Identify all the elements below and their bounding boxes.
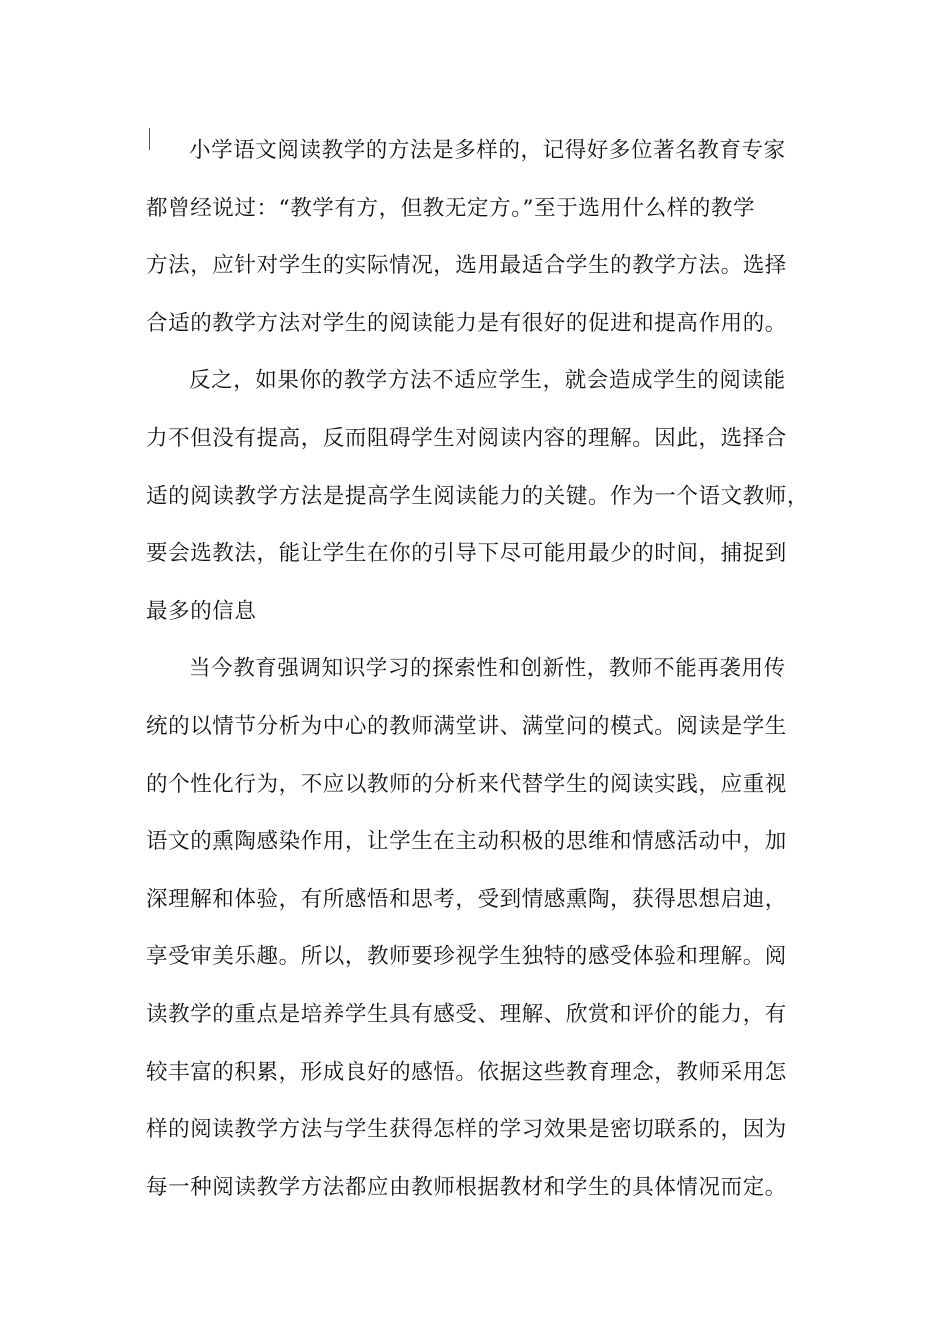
paragraph-2 <box>146 352 810 640</box>
paragraph-line: 力不但没有提高，反而阻碍学生对阅读内容的理解。因此，选择合 <box>146 425 787 451</box>
paragraph-line: 较丰富的积累，形成良好的感悟。依据这些教育理念，教师采用怎 <box>146 1059 787 1085</box>
paragraph-line: 语文的熏陶感染作用，让学生在主动积极的思维和情感活动中，加 <box>146 829 787 855</box>
paragraph-3 <box>146 640 806 1216</box>
document-body <box>146 122 810 1216</box>
paragraph-line: 要会选教法，能让学生在你的引导下尽可能用最少的时间，捕捉到 <box>146 541 787 567</box>
paragraph-line: 深理解和体验，有所感悟和思考，受到情感熏陶，获得思想启迪， <box>146 886 787 912</box>
paragraph-1 <box>146 122 806 352</box>
paragraph-line: 统的以情节分析为中心的教师满堂讲、满堂问的模式。阅读是学生 <box>146 713 787 739</box>
paragraph-line: 都曾经说过：“教学有方，但教无定方。”至于选用什么样的教学 <box>146 195 756 221</box>
paragraph-line: 当今教育强调知识学习的探索性和创新性，教师不能再袭用传 <box>189 656 786 682</box>
paragraph-line: 样的阅读教学方法与学生获得怎样的学习效果是密切联系的，因为 <box>146 1117 787 1143</box>
paragraph-line: 方法，应针对学生的实际情况，选用最适合学生的教学方法。选择 <box>146 253 787 279</box>
paragraph-line: 合适的教学方法对学生的阅读能力是有很好的促进和提高作用的。 <box>146 310 787 336</box>
paragraph-line: 读教学的重点是培养学生具有感受、理解、欣赏和评价的能力，有 <box>146 1001 787 1027</box>
paragraph-line: 每一种阅读教学方法都应由教师根据教材和学生的具体情况而定。 <box>146 1174 787 1200</box>
paragraph-line: 最多的信息 <box>146 598 257 624</box>
paragraph-line: 小学语文阅读教学的方法是多样的，记得好多位著名教育专家 <box>189 138 786 163</box>
paragraph-line: 的个性化行为，不应以教师的分析来代替学生的阅读实践，应重视 <box>146 771 787 797</box>
paragraph-line: 适的阅读教学方法是提高学生阅读能力的关键。作为一个语文教师， <box>146 483 810 509</box>
paragraph-line: 反之，如果你的教学方法不适应学生，就会造成学生的阅读能 <box>189 368 786 394</box>
paragraph-line: 享受审美乐趣。所以，教师要珍视学生独特的感受体验和理解。阅 <box>146 944 787 970</box>
